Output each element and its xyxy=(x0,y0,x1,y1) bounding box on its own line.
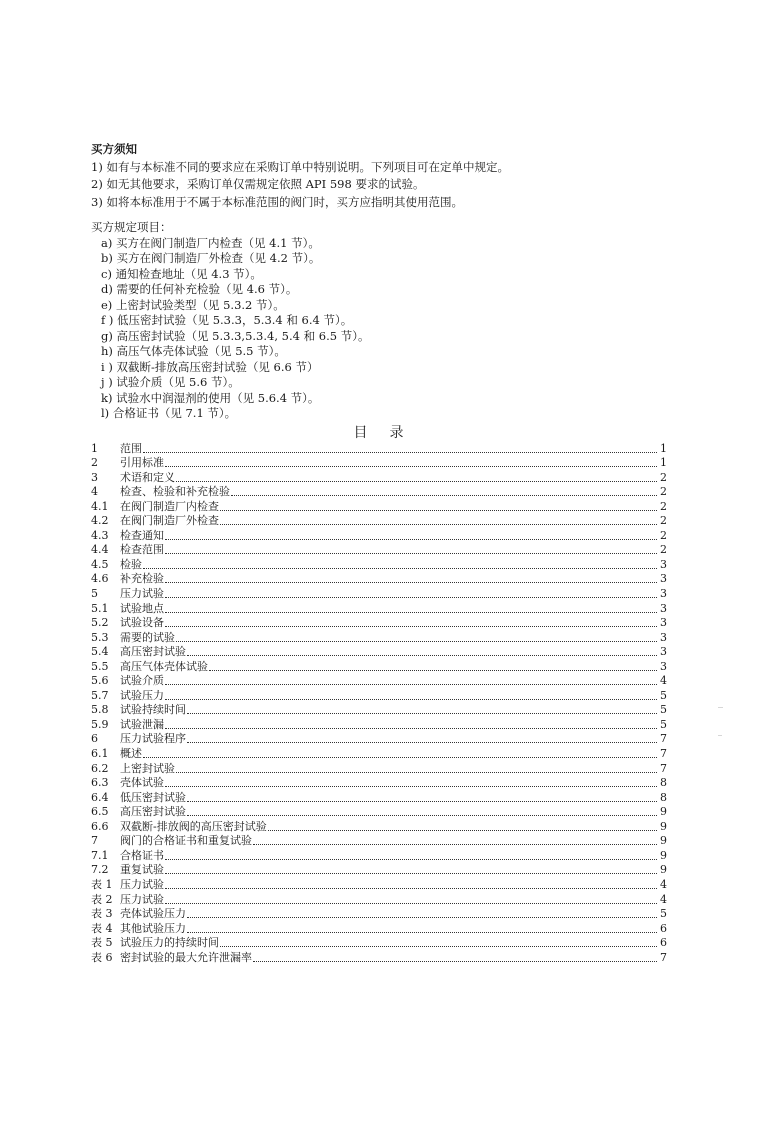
toc-entry-label: 检查范围 xyxy=(120,543,164,557)
toc-entry-number: 表 3 xyxy=(91,907,113,921)
toc-entry-page: 6 xyxy=(660,936,667,950)
toc-leader-dots xyxy=(253,844,657,845)
toc-entry-number: 5.4 xyxy=(91,645,109,659)
toc-leader-dots xyxy=(187,932,657,933)
toc-entry-number: 7.2 xyxy=(91,863,109,877)
toc-leader-dots xyxy=(176,641,657,642)
toc-entry-number: 2 xyxy=(91,456,98,470)
toc-leader-dots xyxy=(187,917,657,918)
toc-entry-number: 6.3 xyxy=(91,776,109,790)
toc-entry-page: 1 xyxy=(660,456,667,470)
toc-leader-dots xyxy=(143,568,657,569)
toc-leader-dots xyxy=(165,597,657,598)
toc-entry-number: 5.6 xyxy=(91,674,109,688)
toc-entry-page: 5 xyxy=(660,703,667,717)
toc-entry xyxy=(91,790,667,805)
toc-entry-number: 4.4 xyxy=(91,543,109,557)
toc-entry-label: 试验持续时间 xyxy=(120,703,186,717)
toc-leader-dots xyxy=(165,466,657,467)
toc-leader-dots xyxy=(165,728,657,729)
toc-leader-dots xyxy=(220,524,657,525)
toc-entry-label: 壳体试验压力 xyxy=(120,907,186,921)
toc-entry-label: 低压密封试验 xyxy=(120,790,186,804)
toc-leader-dots xyxy=(187,655,657,656)
toc-entry xyxy=(91,630,667,645)
toc-entry-number: 表 1 xyxy=(91,877,113,891)
toc-entry-page: 5 xyxy=(660,688,667,702)
toc-entry xyxy=(91,776,667,791)
toc-entry-label: 试验介质 xyxy=(120,674,164,688)
toc-entry xyxy=(91,907,667,922)
toc-entry-label: 合格证书 xyxy=(120,848,164,862)
toc-leader-dots xyxy=(165,873,657,874)
toc-entry-page: 3 xyxy=(660,630,667,644)
toc-entry-page: 2 xyxy=(660,499,667,513)
toc-entry-label: 试验压力的持续时间 xyxy=(120,936,219,950)
toc-entry-page: 4 xyxy=(660,674,667,688)
toc-leader-dots xyxy=(143,452,657,453)
toc-entry xyxy=(91,557,667,572)
buyer-item: c) 通知检查地址（见 4.3 节）。 xyxy=(101,266,262,281)
toc-entry-page: 1 xyxy=(660,441,667,455)
toc-entry xyxy=(91,572,667,587)
toc-entry-number: 3 xyxy=(91,470,98,484)
toc-entry-page: 7 xyxy=(660,761,667,775)
toc-entry-number: 5.1 xyxy=(91,601,109,615)
buyer-specified-items xyxy=(91,220,711,422)
buyer-item: f ) 低压密封试验（见 5.3.3，5.3.4 和 6.4 节）。 xyxy=(101,313,353,327)
toc-entry-page: 8 xyxy=(660,790,667,804)
toc-entry xyxy=(91,659,667,674)
toc-entry-label: 压力试验 xyxy=(120,587,164,601)
toc-entry-number: 4.2 xyxy=(91,514,109,528)
toc-entry-page: 9 xyxy=(660,805,667,819)
toc-entry xyxy=(91,921,667,936)
toc-entry-page: 9 xyxy=(660,848,667,862)
toc-entry-page: 6 xyxy=(660,921,667,935)
toc-entry-number: 表 5 xyxy=(91,936,113,950)
toc-entry-page: 4 xyxy=(660,877,667,891)
toc-entry-page: 2 xyxy=(660,543,667,557)
toc-entry-page: 5 xyxy=(660,907,667,921)
toc-entry-label: 术语和定义 xyxy=(120,470,175,484)
scan-speck xyxy=(718,735,722,736)
toc-leader-dots xyxy=(231,495,657,496)
toc-entry-number: 5.8 xyxy=(91,703,109,717)
toc-entry-label: 检查通知 xyxy=(120,528,164,542)
toc-entry-page: 7 xyxy=(660,747,667,761)
toc-entry-label: 试验地点 xyxy=(120,601,164,615)
buyer-items-title: 买方规定项目： xyxy=(91,220,172,234)
toc-entry-number: 6 xyxy=(91,732,98,746)
toc-entry-label: 压力试验程序 xyxy=(120,732,186,746)
toc-entry-page: 3 xyxy=(660,587,667,601)
toc-entry-number: 表 2 xyxy=(91,892,113,906)
toc-entry xyxy=(91,834,667,849)
toc-entry xyxy=(91,819,667,834)
toc-entry-page: 3 xyxy=(660,572,667,586)
toc-entry-number: 5.3 xyxy=(91,630,109,644)
toc-entry xyxy=(91,586,667,601)
toc-entry-number: 1 xyxy=(91,441,98,455)
notice-line: 1) 如有与本标准不同的要求应在采购订单中特别说明。下列项目可在定单中规定。 xyxy=(91,159,509,174)
toc-entry-label: 高压密封试验 xyxy=(120,645,186,659)
buyer-item: i ) 双截断-排放高压密封试验（见 6.6 节） xyxy=(101,359,319,374)
toc-entry-label: 压力试验 xyxy=(120,877,164,891)
toc-entry-page: 5 xyxy=(660,717,667,731)
toc-leader-dots xyxy=(165,684,657,685)
toc-entry xyxy=(91,746,667,761)
toc-entry xyxy=(91,863,667,878)
toc-leader-dots xyxy=(165,582,657,583)
toc-leader-dots xyxy=(268,830,657,831)
toc-entry-page: 9 xyxy=(660,834,667,848)
toc-entry-page: 3 xyxy=(660,557,667,571)
toc-entry-label: 重复试验 xyxy=(120,863,164,877)
toc-entry-number: 6.2 xyxy=(91,761,109,775)
toc-entry-label: 检查、检验和补充检验 xyxy=(120,485,230,499)
toc-leader-dots xyxy=(165,888,657,889)
toc-entry-number: 6.5 xyxy=(91,805,109,819)
toc-entry-number: 6.6 xyxy=(91,819,109,833)
toc-entry-page: 2 xyxy=(660,528,667,542)
buyer-item: h) 高压气体壳体试验（见 5.5 节）。 xyxy=(101,344,286,358)
buyer-item: d) 需要的任何补充检验（见 4.6 节）。 xyxy=(101,282,298,296)
toc-entry xyxy=(91,717,667,732)
toc-entry-label: 其他试验压力 xyxy=(120,921,186,935)
toc-entry-number: 5 xyxy=(91,587,98,601)
toc-entry xyxy=(91,528,667,543)
buyer-notice xyxy=(91,141,711,211)
toc-entry-page: 7 xyxy=(660,950,667,964)
toc-entry-label: 在阀门制造厂内检查 xyxy=(120,499,219,513)
toc-entry xyxy=(91,950,667,965)
toc-entry-label: 高压气体壳体试验 xyxy=(120,659,208,673)
toc-leader-dots xyxy=(176,772,657,773)
toc-leader-dots xyxy=(165,699,657,700)
toc-entry-page: 9 xyxy=(660,819,667,833)
toc-entry-label: 补充检验 xyxy=(120,572,164,586)
toc-entry-number: 5.7 xyxy=(91,688,109,702)
toc-entry-number: 7.1 xyxy=(91,848,109,862)
scan-speck xyxy=(718,707,723,708)
buyer-notice-title: 买方须知 xyxy=(91,142,137,156)
toc-leader-dots xyxy=(165,903,657,904)
toc-entry xyxy=(91,601,667,616)
buyer-item: g) 高压密封试验（见 5.3.3,5.3.4, 5.4 和 6.5 节）。 xyxy=(101,328,370,343)
toc-entry-number: 4.3 xyxy=(91,528,109,542)
toc-entry xyxy=(91,892,667,907)
toc-entry-label: 概述 xyxy=(120,747,142,761)
toc-entry-label: 密封试验的最大允许泄漏率 xyxy=(120,950,252,964)
toc-entry xyxy=(91,848,667,863)
toc-entry-label: 试验泄漏 xyxy=(120,717,164,731)
toc-leader-dots xyxy=(165,612,657,613)
toc-entry xyxy=(91,877,667,892)
toc-entry-label: 范围 xyxy=(120,441,142,455)
toc-leader-dots xyxy=(220,510,657,511)
toc-entry-number: 6.4 xyxy=(91,790,109,804)
toc-entry-number: 4 xyxy=(91,485,98,499)
toc-entry-page: 2 xyxy=(660,514,667,528)
toc-entry xyxy=(91,805,667,820)
toc-entry-page: 7 xyxy=(660,732,667,746)
toc-leader-dots xyxy=(187,815,657,816)
toc-title: 目录 xyxy=(353,425,426,441)
notice-line: 3) 如将本标准用于不属于本标准范围的阀门时，买方应指明其使用范围。 xyxy=(91,194,463,209)
toc-entry xyxy=(91,499,667,514)
toc-entry-label: 引用标准 xyxy=(120,456,164,470)
toc-leader-dots xyxy=(165,539,657,540)
toc-entry xyxy=(91,703,667,718)
buyer-item: a) 买方在阀门制造厂内检查（见 4.1 节）。 xyxy=(101,235,320,250)
toc-leader-dots xyxy=(220,946,657,947)
toc-entry xyxy=(91,761,667,776)
toc-entry-page: 2 xyxy=(660,485,667,499)
toc-entry xyxy=(91,543,667,558)
buyer-item: b) 买方在阀门制造厂外检查（见 4.2 节）。 xyxy=(101,251,321,265)
toc-entry-label: 试验设备 xyxy=(120,616,164,630)
toc-entry-page: 4 xyxy=(660,892,667,906)
toc-entry xyxy=(91,616,667,631)
buyer-item: k) 试验水中润湿剂的使用（见 5.6.4 节）。 xyxy=(101,390,320,405)
toc-entry-page: 8 xyxy=(660,776,667,790)
toc-entry xyxy=(91,674,667,689)
toc-leader-dots xyxy=(165,553,657,554)
toc-entry-number: 5.2 xyxy=(91,616,109,630)
toc-entry-label: 试验压力 xyxy=(120,688,164,702)
toc-leader-dots xyxy=(165,859,657,860)
toc-entry xyxy=(91,936,667,951)
toc-entry-number: 4.5 xyxy=(91,557,109,571)
buyer-item: e) 上密封试验类型（见 5.3.2 节）。 xyxy=(101,297,285,312)
toc-leader-dots xyxy=(176,481,657,482)
toc-entry-number: 5.5 xyxy=(91,659,109,673)
toc-entry-number: 7 xyxy=(91,834,98,848)
toc-entry xyxy=(91,441,667,456)
toc-leader-dots xyxy=(165,626,657,627)
toc-entry-number: 表 4 xyxy=(91,921,113,935)
toc-entry-label: 上密封试验 xyxy=(120,761,175,775)
notice-line: 2) 如无其他要求，采购订单仅需规定依照 API 598 要求的试验。 xyxy=(91,177,425,191)
buyer-item: j ) 试验介质（见 5.6 节）。 xyxy=(101,375,240,389)
toc-leader-dots xyxy=(143,757,657,758)
toc-entry-label: 压力试验 xyxy=(120,892,164,906)
toc-entry-label: 需要的试验 xyxy=(120,630,175,644)
toc-entry xyxy=(91,688,667,703)
toc-leader-dots xyxy=(187,742,657,743)
toc-entry-number: 4.6 xyxy=(91,572,109,586)
table-of-contents xyxy=(91,441,667,965)
toc-entry xyxy=(91,470,667,485)
toc-leader-dots xyxy=(253,961,657,962)
toc-entry-number: 表 6 xyxy=(91,950,113,964)
toc-entry-page: 3 xyxy=(660,659,667,673)
toc-entry-number: 5.9 xyxy=(91,717,109,731)
toc-entry-label: 高压密封试验 xyxy=(120,805,186,819)
toc-entry xyxy=(91,732,667,747)
toc-entry-label: 壳体试验 xyxy=(120,776,164,790)
toc-leader-dots xyxy=(209,670,657,671)
toc-entry-label: 双截断-排放阀的高压密封试验 xyxy=(120,819,267,833)
toc-leader-dots xyxy=(165,786,657,787)
toc-entry-label: 阀门的合格证书和重复试验 xyxy=(120,834,252,848)
toc-entry xyxy=(91,645,667,660)
buyer-item: l) 合格证书（见 7.1 节）。 xyxy=(101,406,237,420)
toc-entry-page: 2 xyxy=(660,470,667,484)
toc-leader-dots xyxy=(187,801,657,802)
toc-entry-number: 6.1 xyxy=(91,747,109,761)
toc-entry-label: 在阀门制造厂外检查 xyxy=(120,514,219,528)
toc-entry-label: 检验 xyxy=(120,557,142,571)
toc-entry-page: 3 xyxy=(660,601,667,615)
toc-entry-page: 9 xyxy=(660,863,667,877)
toc-entry xyxy=(91,514,667,529)
toc-leader-dots xyxy=(187,713,657,714)
toc-entry xyxy=(91,485,667,500)
toc-entry-number: 4.1 xyxy=(91,499,109,513)
toc-entry-page: 3 xyxy=(660,616,667,630)
toc-entry xyxy=(91,456,667,471)
toc-entry-page: 3 xyxy=(660,645,667,659)
